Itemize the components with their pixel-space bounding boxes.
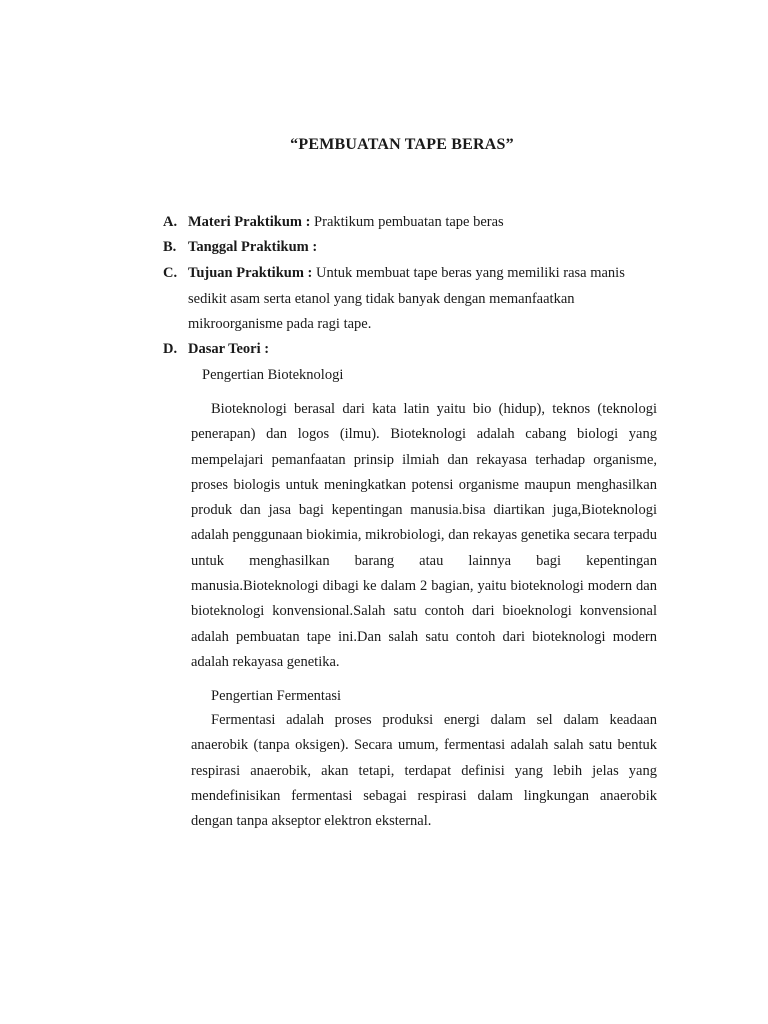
paragraph-fermentasi: Fermentasi adalah proses produksi energi dalam sel dalam keadaan anaerobik (tanpa oksigen). Secara umum, fermentasi adalah salah satu bentuk respirasi anaerobik, akan tetapi, terdapat definisi yang lebih jelas yang mendefinisikan fermentasi sebagai respirasi dalam lingkungan anaerobik dengan tanpa akseptor elektron eksternal. bbox=[191, 712, 657, 830]
item-heading: Tanggal Praktikum : bbox=[188, 239, 318, 255]
paragraph-bioteknologi: Bioteknologi berasal dari kata latin yaitu bio (hidup), teknos (teknologi penerapan) dan logos (ilmu). Bioteknologi adalah cabang biologi yang mempelajari pemanfaatan prinsip ilmiah dan rekayasa terhadap organisme, proses biologis untuk meningkatkan potensi organisme maupun menghasilkan produk dan jasa bagi kepentingan manusia.bisa diartikan juga,Bioteknologi adalah penggunaan biokimia, mikrobiologi, dan rekayas genetika secara terpadu untuk menghasilkan barang atau lainnya bagi kepentingan manusia.Bioteknologi dibagi ke dalam 2 bagian, yaitu bioteknologi modern dan bioteknologi konvensional.Salah satu contoh dari bioeknologi konvensional adalah pembuatan tape ini.Dan salah satu contoh dari bioteknologi modern adalah rekayasa genetika. bbox=[191, 401, 657, 670]
item-text: Praktikum pembuatan tape beras bbox=[314, 214, 504, 230]
item-heading: Dasar Teori : bbox=[188, 341, 270, 357]
subheading-fermentasi: Pengertian Fermentasi bbox=[211, 688, 342, 704]
item-heading: Tujuan Praktikum : bbox=[188, 265, 313, 281]
item-text-continuation: sedikit asam serta etanol yang tidak banyak dengan memanfaatkan bbox=[188, 291, 575, 307]
item-text-continuation: mikroorganisme pada ragi tape. bbox=[188, 316, 372, 332]
item-dasar-teori bbox=[163, 337, 269, 362]
item-heading: Materi Praktikum : bbox=[188, 214, 311, 230]
item-tanggal-praktikum bbox=[163, 235, 317, 260]
item-materi-praktikum bbox=[163, 210, 504, 235]
item-letter: C. bbox=[163, 265, 178, 281]
item-tujuan-praktikum bbox=[163, 261, 625, 286]
item-letter: A. bbox=[163, 214, 178, 230]
item-letter: B. bbox=[163, 239, 177, 255]
item-letter: D. bbox=[163, 341, 178, 357]
document-title: “PEMBUATAN TAPE BERAS” bbox=[290, 136, 514, 153]
subheading-bioteknologi: Pengertian Bioteknologi bbox=[202, 367, 344, 383]
item-text: Untuk membuat tape beras yang memiliki rasa manis bbox=[316, 265, 625, 281]
